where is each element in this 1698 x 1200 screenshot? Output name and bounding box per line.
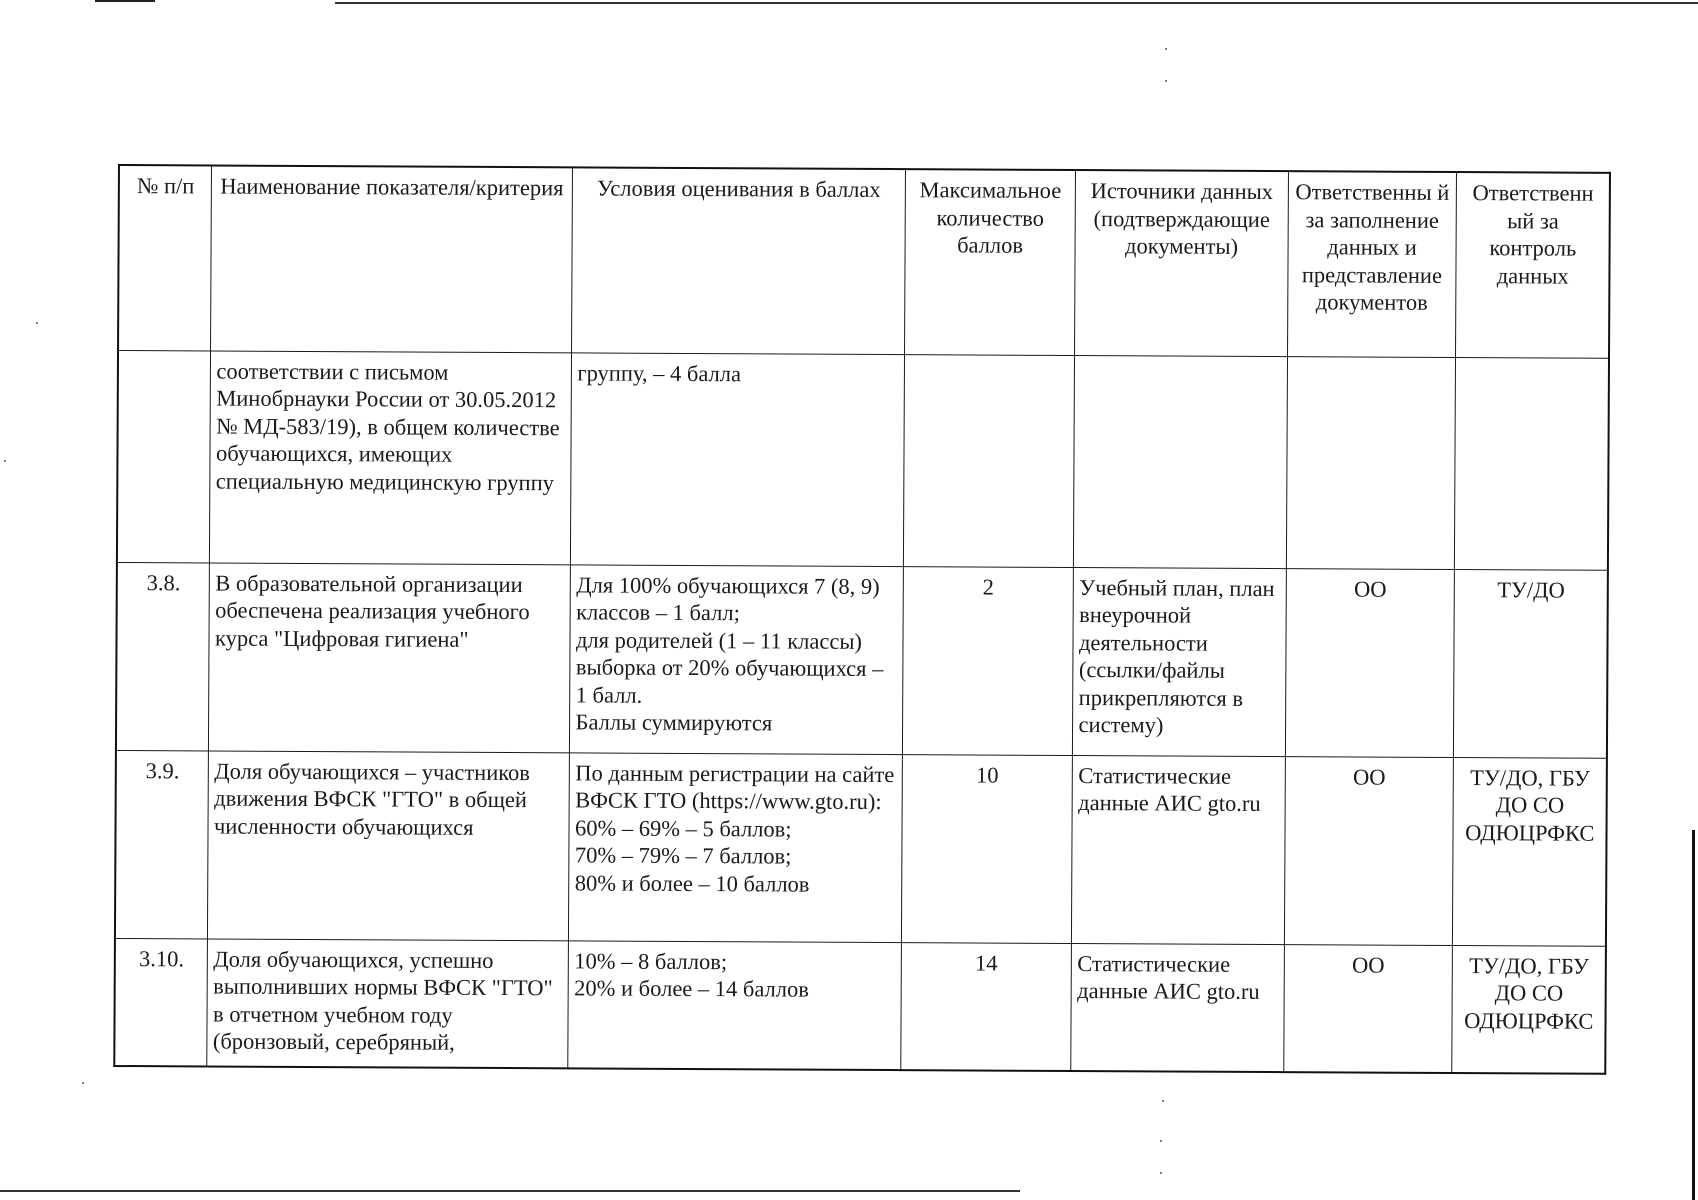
table-row [115, 750, 1607, 946]
row-responsible-control: ТУ/ДО, ГБУ ДО СО ОДЮЦРФКС [1452, 757, 1607, 946]
scan-edge-top-right [335, 2, 1698, 4]
row-data-sources [1073, 355, 1287, 568]
scan-speck [4, 460, 6, 462]
row-responsible-fill [1286, 356, 1455, 569]
row-max-points: 10 [901, 754, 1072, 943]
row-conditions: 10% – 8 баллов; 20% и более – 14 баллов [567, 940, 901, 1070]
row-conditions: группу, – 4 балла [570, 352, 904, 566]
table-header-row [118, 165, 1610, 358]
row-conditions: По данным регистрации на сайте ВФСК ГТО (https://www.gto.ru): 60% – 69% – 5 баллов; 70% – 79% – 7 баллов; 80% и более – 10 баллов [568, 752, 902, 942]
row-number: 3.9. [115, 750, 208, 938]
header-responsible-control: Ответственн ый за контроль данных [1455, 172, 1610, 358]
header-indicator-name: Наименование показателя/критерия [210, 165, 572, 352]
scan-edge-right [1692, 830, 1695, 1200]
row-responsible-control: ТУ/ДО [1453, 569, 1608, 758]
row-responsible-fill: ОО [1284, 756, 1453, 945]
row-responsible-control [1454, 357, 1609, 570]
row-max-points [903, 354, 1074, 567]
row-conditions: Для 100% обучающихся 7 (8, 9) классов – 1 балл; для родителей (1 – 11 классы) выборка от 20% обучающихся – 1 балл. Баллы суммируются [569, 564, 903, 754]
scan-speck [1165, 48, 1167, 50]
scan-speck [82, 1082, 84, 1084]
row-data-sources: Учебный план, план внеурочной деятельности (ссылки/файлы прикрепляются в систему) [1072, 567, 1286, 756]
criteria-table [113, 164, 1611, 1075]
row-number: 3.8. [116, 562, 209, 750]
header-data-sources: Источники данных (подтверждающие документы) [1074, 170, 1288, 356]
row-indicator-name: соответствии с письмом Минобрнауки России от 30.05.2012 № МД-583/19), в общем количестве обучающихся, имеющих специальную медицинскую группу [209, 350, 571, 564]
header-conditions: Условия оценивания в баллах [571, 167, 905, 354]
scan-speck [1162, 1100, 1164, 1102]
scan-edge-top [95, 0, 155, 2]
row-number [117, 350, 210, 562]
header-number: № п/п [118, 165, 211, 350]
scan-speck [36, 322, 38, 324]
table-row [116, 562, 1608, 758]
row-number: 3.10. [114, 938, 207, 1066]
row-indicator-name: Доля обучающихся – участников движения ВФСК "ГТО" в общей численности обучающихся [207, 750, 569, 940]
row-max-points: 14 [900, 942, 1071, 1071]
row-data-sources: Статистические данные АИС gto.ru [1071, 755, 1285, 944]
table-row [117, 350, 1609, 570]
row-indicator-name: В образовательной организации обеспечена реализация учебного курса "Цифровая гигиена" [208, 562, 570, 752]
scan-speck [1160, 1172, 1162, 1174]
row-indicator-name: Доля обучающихся, успешно выполнивших нормы ВФСК "ГТО" в отчетном учебном году (бронзовый, серебряный, [206, 938, 568, 1068]
scan-edge-bottom [0, 1190, 1020, 1192]
row-responsible-control: ТУ/ДО, ГБУ ДО СО ОДЮЦРФКС [1451, 945, 1606, 1074]
scan-speck [1165, 80, 1167, 82]
row-max-points: 2 [902, 566, 1073, 755]
scan-speck [1160, 1140, 1162, 1142]
row-data-sources: Статистические данные АИС gto.ru [1070, 943, 1284, 1072]
row-responsible-fill: ОО [1283, 944, 1452, 1073]
header-responsible-fill: Ответственны й за заполнение данных и представление документов [1287, 171, 1456, 357]
row-responsible-fill: ОО [1285, 568, 1454, 757]
table-row [114, 938, 1606, 1074]
header-max-points: Максимальное количество баллов [904, 169, 1075, 355]
